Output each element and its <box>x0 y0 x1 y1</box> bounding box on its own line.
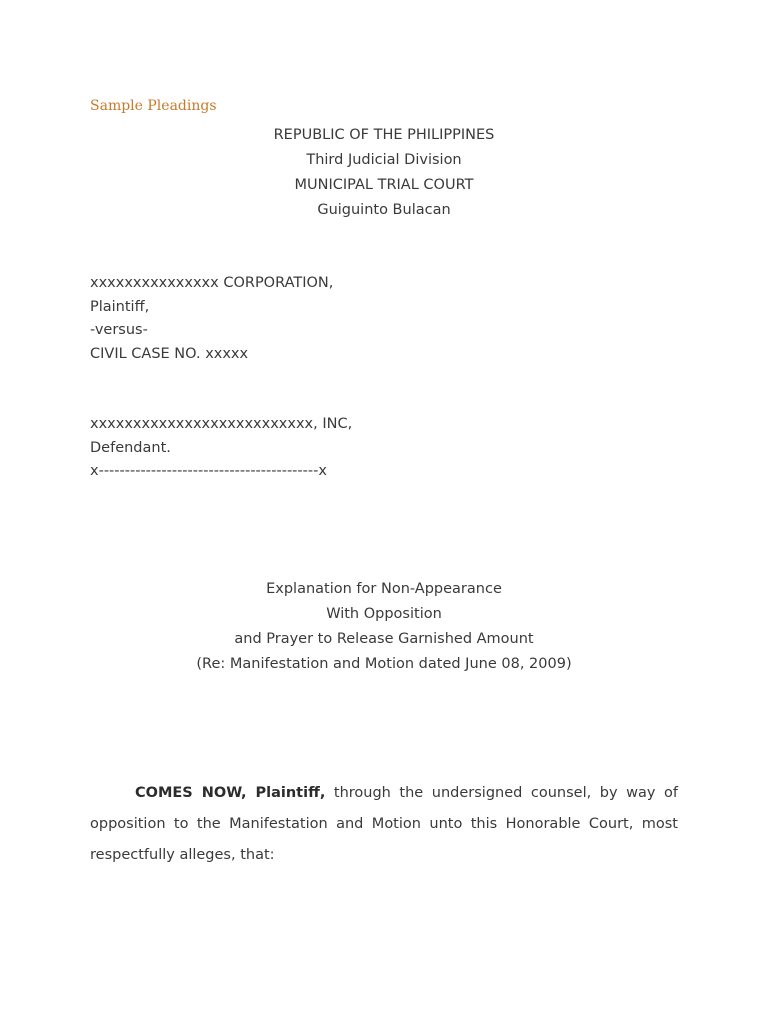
caption-separator: x------------------------------------------x <box>90 463 327 479</box>
court-line-court: MUNICIPAL TRIAL COURT <box>294 177 474 193</box>
case-number: CIVIL CASE NO. xxxxx <box>90 345 249 362</box>
versus-label: -versus- <box>90 322 148 338</box>
title-line-2: With Opposition <box>326 606 442 622</box>
court-caption <box>90 123 678 223</box>
defendant-block <box>90 413 678 484</box>
court-line-republic: REPUBLIC OF THE PHILIPPINES <box>273 127 495 143</box>
defendant-name: xxxxxxxxxxxxxxxxxxxxxxxxxx, INC, <box>90 416 353 432</box>
pleading-title <box>90 577 678 677</box>
document-header-label: Sample Pleadings <box>90 98 217 114</box>
body-text: through the undersigned counsel, by way of opposition to the Manifestation and Motion unto this Honorable Court, most respectfully alleges, that: <box>90 785 678 863</box>
plaintiff-block <box>90 272 678 366</box>
title-line-4: (Re: Manifestation and Motion dated June 08, 2009) <box>196 656 572 672</box>
title-line-3: and Prayer to Release Garnished Amount <box>234 631 534 647</box>
defendant-role: Defendant. <box>90 439 171 456</box>
plaintiff-name: xxxxxxxxxxxxxxx CORPORATION, <box>90 275 334 291</box>
body-paragraph <box>90 778 678 871</box>
body-lead-bold: COMES NOW, Plaintiff, <box>135 785 326 801</box>
court-line-location: Guiguinto Bulacan <box>317 202 451 218</box>
court-line-division: Third Judicial Division <box>306 152 462 168</box>
title-line-1: Explanation for Non-Appearance <box>266 581 502 597</box>
plaintiff-role: Plaintiff, <box>90 298 150 315</box>
